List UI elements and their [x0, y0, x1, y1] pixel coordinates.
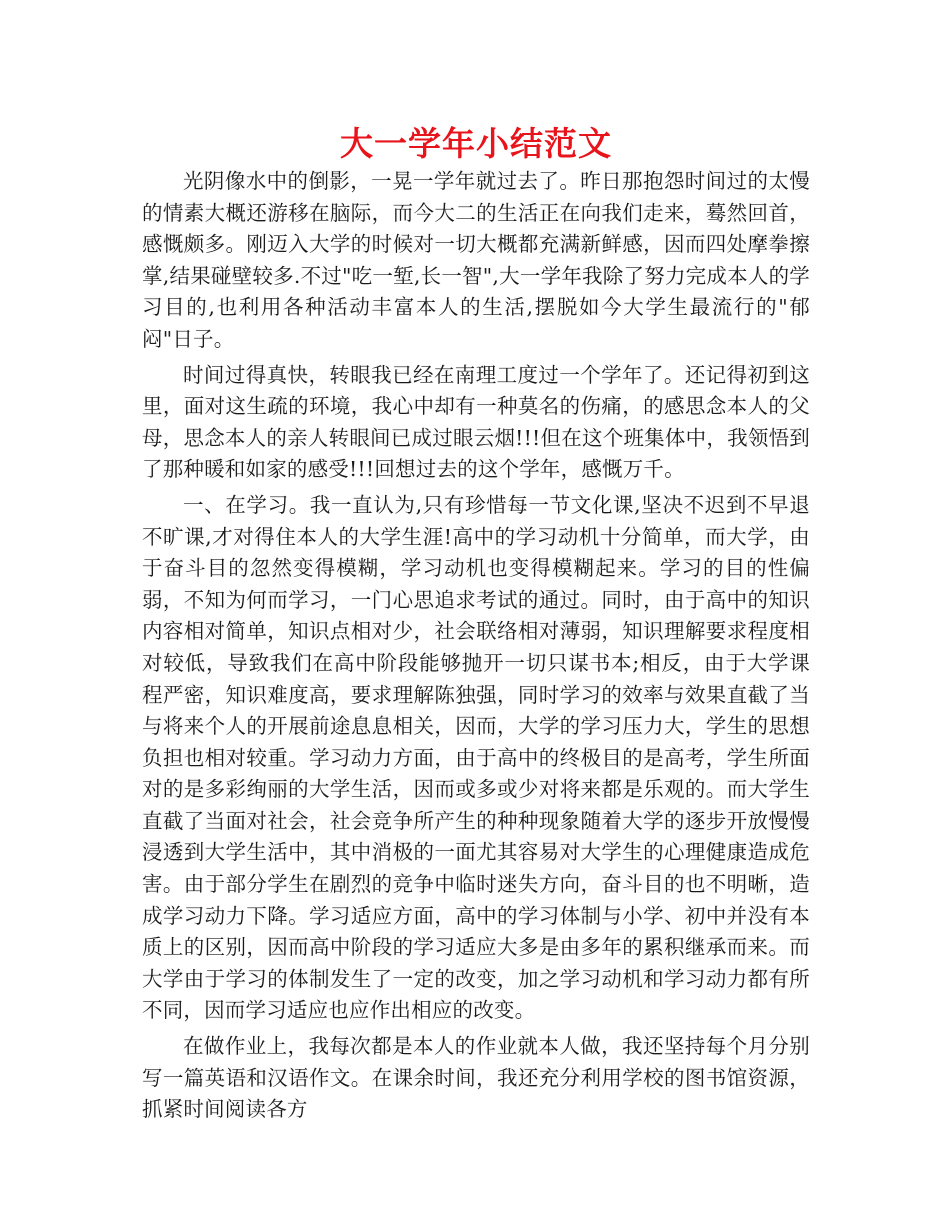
document-page [142, 122, 810, 1130]
paragraph-3: 一、在学习。我一直认为,只有珍惜每一节文化课,坚决不迟到不早退不旷课,才对得住本人的大学生涯!高中的学习动机十分简单，而大学，由于奋斗目的忽然变得模糊，学习动机也变得模糊起来。学习的目的性偏弱，不知为何而学习，一门心思追求考试的通过。同时，由于高中的知识内容相对简单，知识点相对少，社会联络相对薄弱，知识理解要求程度相对较低，导致我们在高中阶段能够抛开一切只谋书本;相反，由于大学课程严密，知识难度高，要求理解陈独强，同时学习的效率与效果直截了当与将来个人的开展前途息息相关，因而，大学的学习压力大，学生的思想负担也相对较重。学习动力方面，由于高中的终极目的是高考，学生所面对的是多彩绚丽的大学生活，因而或多或少对将来都是乐观的。而大学生直截了当面对社会，社会竞争所产生的种种现象随着大学的逐步开放慢慢浸透到大学生活中，其中消极的一面尤其容易对大学生的心理健康造成危害。由于部分学生在剧烈的竞争中临时迷失方向，奋斗目的也不明晰，造成学习动力下降。学习适应方面，高中的学习体制与小学、初中并没有本质上的区别，因而高中阶段的学习适应大多是由多年的累积继承而来。而大学由于学习的体制发生了一定的改变，加之学习动机和学习动力都有所不同，因而学习适应也应作出相应的改变。 [142, 492, 810, 1023]
paragraph-2: 时间过得真快，转眼我已经在南理工度过一个学年了。还记得初到这里，面对这生疏的环境，我心中却有一种莫名的伤痛，的感思念本人的父母，思念本人的亲人转眼间已成过眼云烟!!!但在这个班集体中，我领悟到了那种暖和如家的感受!!!回想过去的这个学年，感慨万千。 [142, 362, 810, 482]
paragraph-1: 光阴像水中的倒影，一晃一学年就过去了。昨日那抱怨时间过的太慢的情素大概还游移在脑际，而今大二的生活正在向我们走来，蓦然回首，感慨颇多。刚迈入大学的时候对一切大概都充满新鲜感，因而四处摩拳擦掌,结果碰壁较多.不过"吃一堑,长一智",大一学年我除了努力完成本人的学习目的,也利用各种活动丰富本人的生活,摆脱如今大学生最流行的"郁闷"日子。 [142, 169, 810, 351]
paragraph-4: 在做作业上，我每次都是本人的作业就本人做，我还坚持每个月分别写一篇英语和汉语作文。在课余时间，我还充分利用学校的图书馆资源，抓紧时间阅读各方 [142, 1034, 810, 1122]
document-title: 大一学年小结范文 [340, 124, 612, 163]
